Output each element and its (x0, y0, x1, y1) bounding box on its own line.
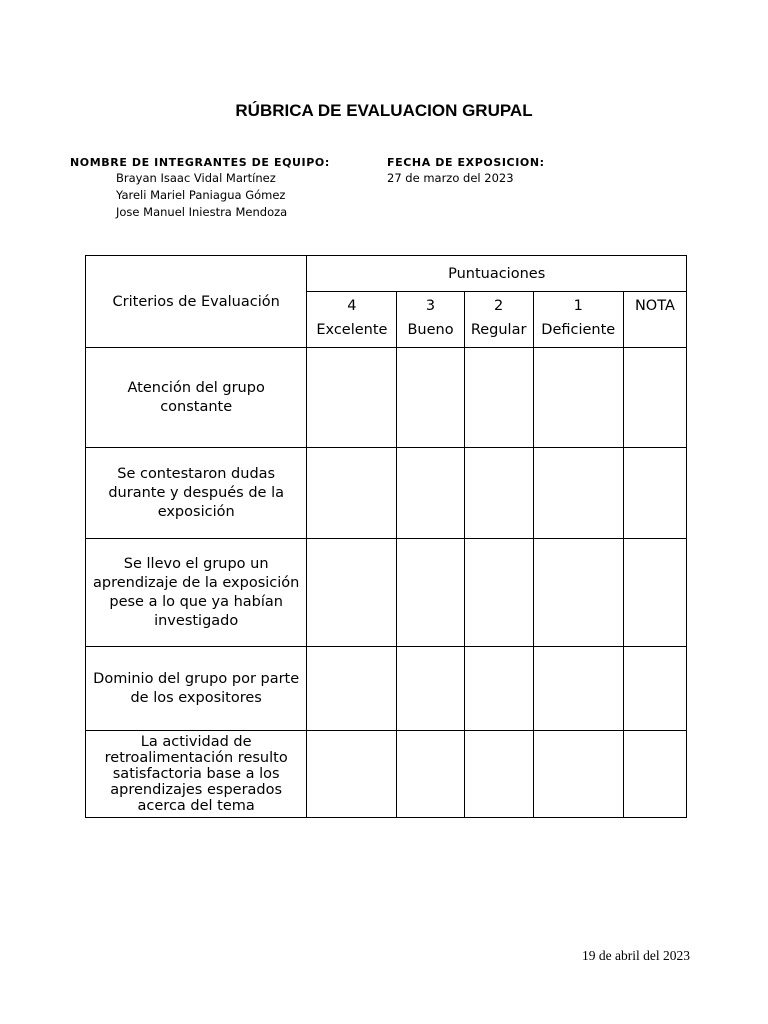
score-label: Deficiente (541, 322, 616, 338)
score-value: 1 (573, 298, 583, 314)
grade-header: NOTA (634, 298, 675, 314)
score-cell-4 (307, 539, 397, 647)
scores-header: Puntuaciones (307, 256, 687, 292)
grade-cell (623, 731, 686, 818)
score-cell-1 (533, 348, 623, 448)
member-name: Jose Manuel Iniestra Mendoza (116, 205, 288, 219)
criteria-text: Se llevo el grupo un aprendizaje de la exposición pese a lo que ya habían investigado (86, 539, 307, 647)
criteria-text: Se contestaron dudas durante y después de la exposición (86, 448, 307, 539)
score-cell-1 (533, 731, 623, 818)
score-cell-3 (397, 448, 464, 539)
score-cell-2 (464, 348, 533, 448)
score-cell-1 (533, 448, 623, 539)
score-cell-3 (397, 731, 464, 818)
members-label: NOMBRE DE INTEGRANTES DE EQUIPO: (70, 156, 330, 169)
member-name: Yareli Mariel Paniagua Gómez (116, 188, 286, 202)
exposition-date: 27 de marzo del 2023 (387, 171, 514, 185)
score-column-3 (397, 292, 464, 348)
score-cell-3 (397, 348, 464, 448)
score-cell-1 (533, 539, 623, 647)
document-title: RÚBRICA DE EVALUACION GRUPAL (235, 101, 533, 120)
criteria-text: Atención del grupo constante (86, 348, 307, 448)
score-cell-2 (464, 647, 533, 731)
grade-cell (623, 539, 686, 647)
grade-cell (623, 647, 686, 731)
grade-column (623, 292, 686, 348)
score-cell-2 (464, 731, 533, 818)
score-cell-2 (464, 539, 533, 647)
member-name: Brayan Isaac Vidal Martínez (116, 171, 276, 185)
criteria-text: Dominio del grupo por parte de los expositores (86, 647, 307, 731)
criteria-row (86, 539, 687, 647)
score-cell-2 (464, 448, 533, 539)
score-column-4 (307, 292, 397, 348)
grade-cell (623, 448, 686, 539)
score-label: Excelente (316, 322, 388, 338)
score-cell-4 (307, 647, 397, 731)
criteria-header: Criterios de Evaluación (86, 256, 307, 348)
score-cell-4 (307, 448, 397, 539)
score-column-2 (464, 292, 533, 348)
score-value: 2 (494, 298, 504, 314)
footer-date: 19 de abril del 2023 (582, 948, 690, 963)
score-column-1 (533, 292, 623, 348)
criteria-row (86, 731, 687, 818)
score-cell-4 (307, 348, 397, 448)
grade-cell (623, 348, 686, 448)
criteria-text: La actividad de retroalimentación resulto satisfactoria base a los aprendizajes esperados acerca del tema (86, 731, 307, 818)
date-label: FECHA DE EXPOSICION: (387, 156, 545, 169)
criteria-row (86, 448, 687, 539)
criteria-row (86, 647, 687, 731)
rubric-table (85, 255, 687, 818)
criteria-row (86, 348, 687, 448)
score-cell-3 (397, 539, 464, 647)
score-value: 4 (347, 298, 357, 314)
score-cell-1 (533, 647, 623, 731)
score-value: 3 (425, 298, 436, 314)
score-cell-4 (307, 731, 397, 818)
score-cell-3 (397, 647, 464, 731)
score-label: Regular (470, 322, 527, 338)
score-label: Bueno (407, 322, 454, 338)
